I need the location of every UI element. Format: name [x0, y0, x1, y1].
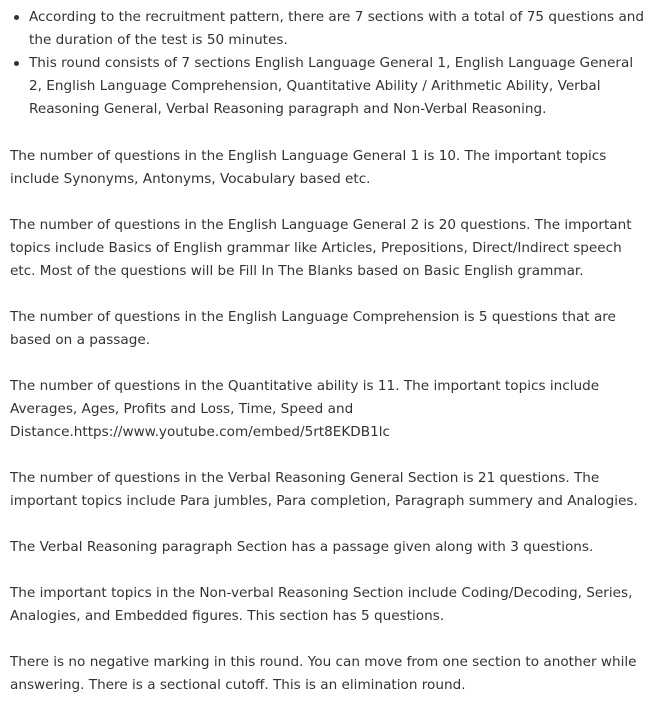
paragraph-verbal-reasoning-general: The number of questions in the Verbal Reasoning General Section is 21 questions. The important topics include Para jumbles, Para completion, Paragraph summery and Analogies. — [10, 470, 638, 509]
paragraph-english-general-1: The number of questions in the English Language General 1 is 10. The important topics include Synonyms, Antonyms, Vocabulary based etc. — [10, 148, 607, 187]
bullet-item: This round consists of 7 sections English Language General 1, English Language General 2, English Language Comprehension, Quantitative Ability / Arithmetic Ability, Verbal Reasoning General, Verbal Reasoning paragraph and Non-Verbal Reasoning. — [29, 52, 647, 121]
bullet-item: According to the recruitment pattern, there are 7 sections with a total of 75 questions and the duration of the test is 50 minutes. — [29, 6, 647, 52]
paragraph-non-verbal-reasoning: The important topics in the Non-verbal Reasoning Section include Coding/Decoding, Series, Analogies, and Embedded figures. This section has 5 questions. — [10, 585, 633, 624]
paragraph-round-rules: There is no negative marking in this round. You can move from one section to another while answering. There is a sectional cutoff. This is an elimination round. — [10, 654, 637, 693]
paragraph-english-general-2: The number of questions in the English Language General 2 is 20 questions. The important topics include Basics of English grammar like Articles, Prepositions, Direct/Indirect speech etc. Most of the questions will be Fill In The Blanks based on Basic English grammar. — [10, 217, 632, 279]
paragraph-verbal-reasoning-paragraph: The Verbal Reasoning paragraph Section has a passage given along with 3 questions. — [10, 539, 594, 555]
bullet-list — [10, 6, 647, 121]
paragraph-english-comprehension: The number of questions in the English Language Comprehension is 5 questions that are based on a passage. — [10, 309, 616, 348]
paragraph-quantitative-ability: The number of questions in the Quantitative ability is 11. The important topics include Averages, Ages, Profits and Loss, Time, Speed and Distance.https://www.youtube.com/embed/5rt8EKDB1lc — [10, 378, 600, 440]
